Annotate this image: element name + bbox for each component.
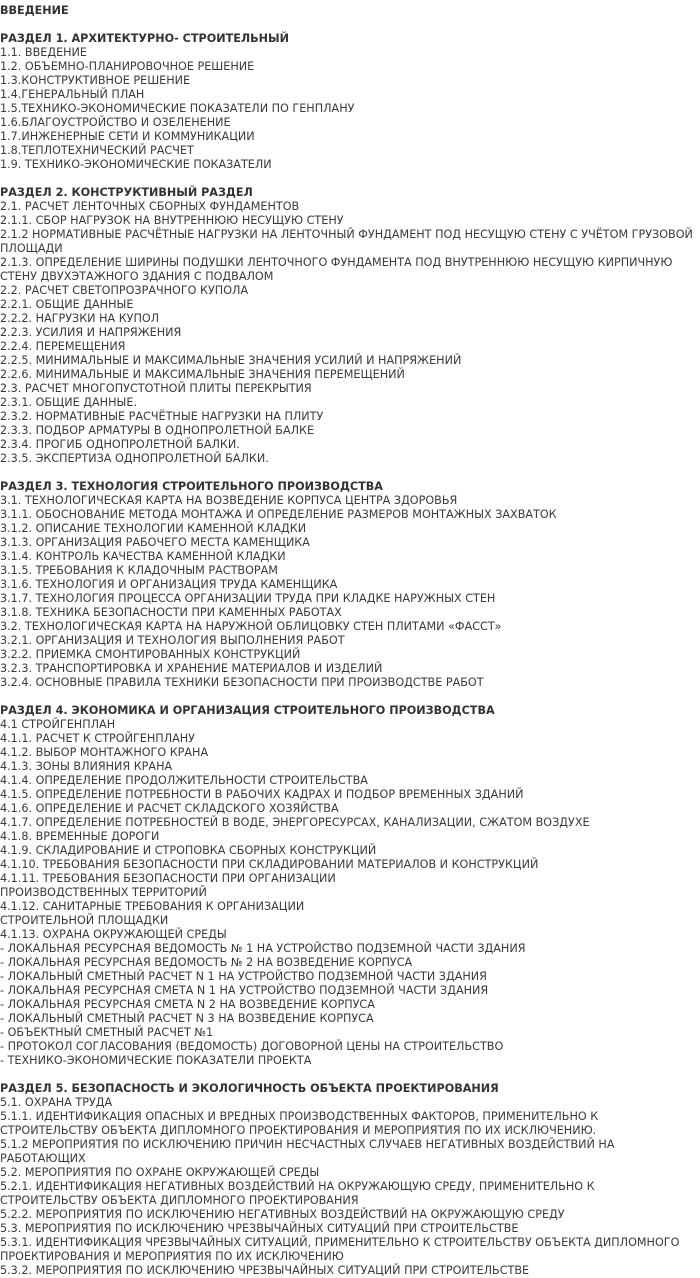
toc-item: 3.2.1. ОРГАНИЗАЦИЯ И ТЕХНОЛОГИЯ ВЫПОЛНЕНИЯ РАБОТ — [0, 634, 345, 647]
toc-item: - ТЕХНИКО-ЭКОНОМИЧЕСКИЕ ПОКАЗАТЕЛИ ПРОЕКТА — [0, 1054, 312, 1067]
toc-item: 4.1.9. СКЛАДИРОВАНИЕ И СТРОПОВКА СБОРНЫХ КОНСТРУКЦИЙ — [0, 844, 377, 857]
toc-item: 5.2.1. ИДЕНТИФИКАЦИЯ НЕГАТИВНЫХ ВОЗДЕЙСТВИЙ НА ОКРУЖАЮЩУЮ СРЕДУ, ПРИМЕНИТЕЛЬНО К СТРОИТЕЛЬСТВУ ОБЪЕКТА ДИПЛОМНОГО ПРОЕКТИРОВАНИЯ — [0, 1180, 595, 1207]
toc-item: 3.1.6. ТЕХНОЛОГИЯ И ОРГАНИЗАЦИЯ ТРУДА КАМЕНЩИКА — [0, 578, 338, 591]
toc-item: - ЛОКАЛЬНАЯ РЕСУРСНАЯ СМЕТА N 1 НА УСТРОЙСТВО ПОДЗЕМНОЙ ЧАСТИ ЗДАНИЯ — [0, 984, 489, 997]
toc-item: 5.3.1. ИДЕНТИФИКАЦИЯ ЧРЕЗВЫЧАЙНЫХ СИТУАЦИЙ, ПРИМЕНИТЕЛЬНО К СТРОИТЕЛЬСТВУ ОБЪЕКТА ДИПЛОМНОГО ПРОЕКТИРОВАНИЯ И МЕРОПРИЯТИЯ ПО ИХ ИСКЛЮЧЕНИЮ — [0, 1236, 680, 1263]
toc-item: 3.2.2. ПРИЕМКА СМОНТИРОВАННЫХ КОНСТРУКЦИЙ — [0, 648, 301, 661]
toc-item: 3.1.4. КОНТРОЛЬ КАЧЕСТВА КАМЕННОЙ КЛАДКИ — [0, 550, 286, 563]
toc-item: 3.2.4. ОСНОВНЫЕ ПРАВИЛА ТЕХНИКИ БЕЗОПАСНОСТИ ПРИ ПРОИЗВОДСТВЕ РАБОТ — [0, 676, 484, 689]
toc-item: 2.2.3. УСИЛИЯ И НАПРЯЖЕНИЯ — [0, 326, 182, 339]
toc-item: 2.2. РАСЧЕТ СВЕТОПРОЗРАЧНОГО КУПОЛА — [0, 284, 249, 297]
sections-container — [0, 18, 700, 1278]
toc-item: - ПРОТОКОЛ СОГЛАСОВАНИЯ (ВЕДОМОСТЬ) ДОГОВОРНОЙ ЦЕНЫ НА СТРОИТЕЛЬСТВО — [0, 1040, 504, 1053]
section-5 — [0, 1068, 700, 1278]
section-heading: РАЗДЕЛ 5. БЕЗОПАСНОСТЬ И ЭКОЛОГИЧНОСТЬ ОБЪЕКТА ПРОЕКТИРОВАНИЯ — [0, 1082, 499, 1095]
toc-item: 3.2. ТЕХНОЛОГИЧЕСКАЯ КАРТА НА НАРУЖНОЙ ОБЛИЦОВКУ СТЕН ПЛИТАМИ «ФАССТ» — [0, 620, 502, 633]
toc-item: 4.1.5. ОПРЕДЕЛЕНИЕ ПОТРЕБНОСТИ В РАБОЧИХ КАДРАХ И ПОДБОР ВРЕМЕННЫХ ЗДАНИЙ — [0, 788, 524, 801]
toc-item: - ЛОКАЛЬНАЯ РЕСУРСНАЯ СМЕТА N 2 НА ВОЗВЕДЕНИЕ КОРПУСА — [0, 998, 375, 1011]
toc-item: - ОБЪЕКТНЫЙ СМЕТНЫЙ РАСЧЕТ №1 — [0, 1026, 214, 1039]
toc-item: 4.1.6. ОПРЕДЕЛЕНИЕ И РАСЧЕТ СКЛАДСКОГО ХОЗЯЙСТВА — [0, 802, 339, 815]
toc-item: 1.6.БЛАГОУСТРОЙСТВО И ОЗЕЛЕНЕНИЕ — [0, 116, 231, 129]
toc-item: 2.3.1. ОБЩИЕ ДАННЫЕ. — [0, 396, 138, 409]
toc-item: 2.3.2. НОРМАТИВНЫЕ РАСЧЁТНЫЕ НАГРУЗКИ НА ПЛИТУ — [0, 410, 324, 423]
toc-item: 5.2. МЕРОПРИЯТИЯ ПО ОХРАНЕ ОКРУЖАЮЩЕЙ СРЕДЫ — [0, 1166, 320, 1179]
toc-item: 3.1.2. ОПИСАНИЕ ТЕХНОЛОГИИ КАМЕННОЙ КЛАДКИ — [0, 522, 307, 535]
toc-item: 4.1.13. ОХРАНА ОКРУЖАЮЩЕЙ СРЕДЫ — [0, 928, 227, 941]
toc-item: 1.8.ТЕПЛОТЕХНИЧЕСКИЙ РАСЧЕТ — [0, 144, 194, 157]
toc-item: 4.1.12. САНИТАРНЫЕ ТРЕБОВАНИЯ К ОРГАНИЗАЦИИ — [0, 900, 305, 913]
toc-item: 4.1.4. ОПРЕДЕЛЕНИЕ ПРОДОЛЖИТЕЛЬНОСТИ СТРОИТЕЛЬСТВА — [0, 774, 368, 787]
toc-item: 4.1.7. ОПРЕДЕЛЕНИЕ ПОТРЕБНОСТЕЙ В ВОДЕ, ЭНЕРГОРЕСУРСАХ, КАНАЛИЗАЦИИ, СЖАТОМ ВОЗДУХЕ — [0, 816, 590, 829]
toc-item: 5.3. МЕРОПРИЯТИЯ ПО ИСКЛЮЧЕНИЮ ЧРЕЗВЫЧАЙНЫХ СИТУАЦИЙ ПРИ СТРОИТЕЛЬСТВЕ — [0, 1222, 519, 1235]
toc-item: 2.1.1. СБОР НАГРУЗОК НА ВНУТРЕННЮЮ НЕСУЩУЮ СТЕНУ — [0, 214, 344, 227]
toc-item: 5.3.2. МЕРОПРИЯТИЯ ПО ИСКЛЮЧЕНИЮ ЧРЕЗВЫЧАЙНЫХ СИТУАЦИЙ ПРИ СТРОИТЕЛЬСТВЕ — [0, 1264, 530, 1277]
toc-item: СТРОИТЕЛЬНОЙ ПЛОЩАДКИ — [0, 914, 169, 927]
toc-item: 2.2.4. ПЕРЕМЕЩЕНИЯ — [0, 340, 126, 353]
section-1 — [0, 18, 700, 172]
section-4 — [0, 690, 700, 1068]
toc-item: 2.1.3. ОПРЕДЕЛЕНИЕ ШИРИНЫ ПОДУШКИ ЛЕНТОЧНОГО ФУНДАМЕНТА ПОД ВНУТРЕННЮЮ НЕСУЩУЮ КИРПИЧНУЮ СТЕНУ ДВУХЭТАЖНОГО ЗДАНИЯ С ПОДВАЛОМ — [0, 256, 673, 283]
toc-item: - ЛОКАЛЬНЫЙ СМЕТНЫЙ РАСЧЕТ N 1 НА УСТРОЙСТВО ПОДЗЕМНОЙ ЧАСТИ ЗДАНИЯ — [0, 970, 487, 983]
toc-item: 3.1.7. ТЕХНОЛОГИЯ ПРОЦЕССА ОРГАНИЗАЦИИ ТРУДА ПРИ КЛАДКЕ НАРУЖНЫХ СТЕН — [0, 592, 496, 605]
toc-item: - ЛОКАЛЬНЫЙ СМЕТНЫЙ РАСЧЕТ N 3 НА ВОЗВЕДЕНИЕ КОРПУСА — [0, 1012, 374, 1025]
toc-item: 4.1.11. ТРЕБОВАНИЯ БЕЗОПАСНОСТИ ПРИ ОРГАНИЗАЦИИ — [0, 872, 336, 885]
toc-item: 4.1.2. ВЫБОР МОНТАЖНОГО КРАНА — [0, 746, 209, 759]
toc-item: 5.1.1. ИДЕНТИФИКАЦИЯ ОПАСНЫХ И ВРЕДНЫХ ПРОИЗВОДСТВЕННЫХ ФАКТОРОВ, ПРИМЕНИТЕЛЬНО К СТРОИТЕЛЬСТВУ ОБЪЕКТА ДИПЛОМНОГО ПРОЕКТИРОВАНИЯ И МЕРОПРИЯТИЯ ПО ИХ ИСКЛЮЧЕНИЮ. — [0, 1110, 599, 1137]
toc-item: 2.2.2. НАГРУЗКИ НА КУПОЛ — [0, 312, 160, 325]
toc-item: 1.5.ТЕХНИКО-ЭКОНОМИЧЕСКИЕ ПОКАЗАТЕЛИ ПО ГЕНПЛАНУ — [0, 102, 355, 115]
toc-item: 3.2.3. ТРАНСПОРТИРОВКА И ХРАНЕНИЕ МАТЕРИАЛОВ И ИЗДЕЛИЙ — [0, 662, 383, 675]
toc-item: 4.1.3. ЗОНЫ ВЛИЯНИЯ КРАНА — [0, 760, 173, 773]
toc-item: 1.9. ТЕХНИКО-ЭКОНОМИЧЕСКИЕ ПОКАЗАТЕЛИ — [0, 158, 272, 171]
toc-item: 4.1.10. ТРЕБОВАНИЯ БЕЗОПАСНОСТИ ПРИ СКЛАДИРОВАНИИ МАТЕРИАЛОВ И КОНСТРУКЦИЙ — [0, 858, 539, 871]
toc-item: 2.2.6. МИНИМАЛЬНЫЕ И МАКСИМАЛЬНЫЕ ЗНАЧЕНИЯ ПЕРЕМЕЩЕНИЙ — [0, 368, 405, 381]
toc-item: 3.1.1. ОБОСНОВАНИЕ МЕТОДА МОНТАЖА И ОПРЕДЕЛЕНИЕ РАЗМЕРОВ МОНТАЖНЫХ ЗАХВАТОК — [0, 508, 557, 521]
section-spacer — [0, 1068, 700, 1082]
section-spacer — [0, 18, 700, 32]
toc-item: 3.1.3. ОРГАНИЗАЦИЯ РАБОЧЕГО МЕСТА КАМЕНЩИКА — [0, 536, 310, 549]
document-title: ВВЕДЕНИЕ — [0, 4, 69, 17]
toc-item: 1.3.КОНСТРУКТИВНОЕ РЕШЕНИЕ — [0, 74, 191, 87]
toc-item: 2.1. РАСЧЕТ ЛЕНТОЧНЫХ СБОРНЫХ ФУНДАМЕНТОВ — [0, 200, 300, 213]
toc-item: 2.2.5. МИНИМАЛЬНЫЕ И МАКСИМАЛЬНЫЕ ЗНАЧЕНИЯ УСИЛИЙ И НАПРЯЖЕНИЙ — [0, 354, 462, 367]
toc-item: 2.3.4. ПРОГИБ ОДНОПРОЛЕТНОЙ БАЛКИ. — [0, 438, 240, 451]
toc-item: ПРОИЗВОДСТВЕННЫХ ТЕРРИТОРИЙ — [0, 886, 207, 899]
toc-item: 2.2.1. ОБЩИЕ ДАННЫЕ — [0, 298, 134, 311]
toc-item: 1.7.ИНЖЕНЕРНЫЕ СЕТИ И КОММУНИКАЦИИ — [0, 130, 255, 143]
section-2 — [0, 172, 700, 466]
toc-item: 5.1.2 МЕРОПРИЯТИЯ ПО ИСКЛЮЧЕНИЮ ПРИЧИН НЕСЧАСТНЫХ СЛУЧАЕВ НЕГАТИВНЫХ ВОЗДЕЙСТВИЙ НА РАБОТАЮЩИХ — [0, 1138, 615, 1165]
toc-item: 3.1. ТЕХНОЛОГИЧЕСКАЯ КАРТА НА ВОЗВЕДЕНИЕ КОРПУСА ЦЕНТРА ЗДОРОВЬЯ — [0, 494, 458, 507]
toc-item: 4.1.1. РАСЧЕТ К СТРОЙГЕНПЛАНУ — [0, 732, 195, 745]
toc-item: - ЛОКАЛЬНАЯ РЕСУРСНАЯ ВЕДОМОСТЬ № 2 НА ВОЗВЕДЕНИЕ КОРПУСА — [0, 956, 413, 969]
toc-item: - ЛОКАЛЬНАЯ РЕСУРСНАЯ ВЕДОМОСТЬ № 1 НА УСТРОЙСТВО ПОДЗЕМНОЙ ЧАСТИ ЗДАНИЯ — [0, 942, 526, 955]
section-heading: РАЗДЕЛ 1. АРХИТЕКТУРНО- СТРОИТЕЛЬНЫЙ — [0, 32, 289, 45]
toc-item: 5.1. ОХРАНА ТРУДА — [0, 1096, 113, 1109]
toc-item: 3.1.5. ТРЕБОВАНИЯ К КЛАДОЧНЫМ РАСТВОРАМ — [0, 564, 278, 577]
toc-item: 5.2.2. МЕРОПРИЯТИЯ ПО ИСКЛЮЧЕНИЮ НЕГАТИВНЫХ ВОЗДЕЙСТВИЙ НА ОКРУЖАЮЩУЮ СРЕДУ — [0, 1208, 565, 1221]
section-spacer — [0, 466, 700, 480]
section-spacer — [0, 172, 700, 186]
toc-item: 2.3.3. ПОДБОР АРМАТУРЫ В ОДНОПРОЛЕТНОЙ БАЛКЕ — [0, 424, 315, 437]
toc-item: 1.1. ВВЕДЕНИЕ — [0, 46, 87, 59]
toc-item: 4.1.8. ВРЕМЕННЫЕ ДОРОГИ — [0, 830, 160, 843]
toc-item: 2.3. РАСЧЕТ МНОГОПУСТОТНОЙ ПЛИТЫ ПЕРЕКРЫТИЯ — [0, 382, 312, 395]
section-spacer — [0, 690, 700, 704]
section-heading: РАЗДЕЛ 3. ТЕХНОЛОГИЯ СТРОИТЕЛЬНОГО ПРОИЗВОДСТВА — [0, 480, 383, 493]
section-3 — [0, 466, 700, 690]
toc-item: 2.1.2 НОРМАТИВНЫЕ РАСЧЁТНЫЕ НАГРУЗКИ НА ЛЕНТОЧНЫЙ ФУНДАМЕНТ ПОД НЕСУЩУЮ СТЕНУ С УЧЁТОМ ГРУЗОВОЙ ПЛОЩАДИ — [0, 228, 693, 255]
section-heading: РАЗДЕЛ 2. КОНСТРУКТИВНЫЙ РАЗДЕЛ — [0, 186, 253, 199]
section-heading: РАЗДЕЛ 4. ЭКОНОМИКА И ОРГАНИЗАЦИЯ СТРОИТЕЛЬНОГО ПРОИЗВОДСТВА — [0, 704, 495, 717]
toc-item: 1.4.ГЕНЕРАЛЬНЫЙ ПЛАН — [0, 88, 145, 101]
toc-item: 3.1.8. ТЕХНИКА БЕЗОПАСНОСТИ ПРИ КАМЕННЫХ РАБОТАХ — [0, 606, 342, 619]
toc-item: 1.2. ОБЪЕМНО-ПЛАНИРОВОЧНОЕ РЕШЕНИЕ — [0, 60, 255, 73]
toc-item: 4.1 СТРОЙГЕНПЛАН — [0, 718, 116, 731]
toc-item: 2.3.5. ЭКСПЕРТИЗА ОДНОПРОЛЕТНОЙ БАЛКИ. — [0, 452, 269, 465]
